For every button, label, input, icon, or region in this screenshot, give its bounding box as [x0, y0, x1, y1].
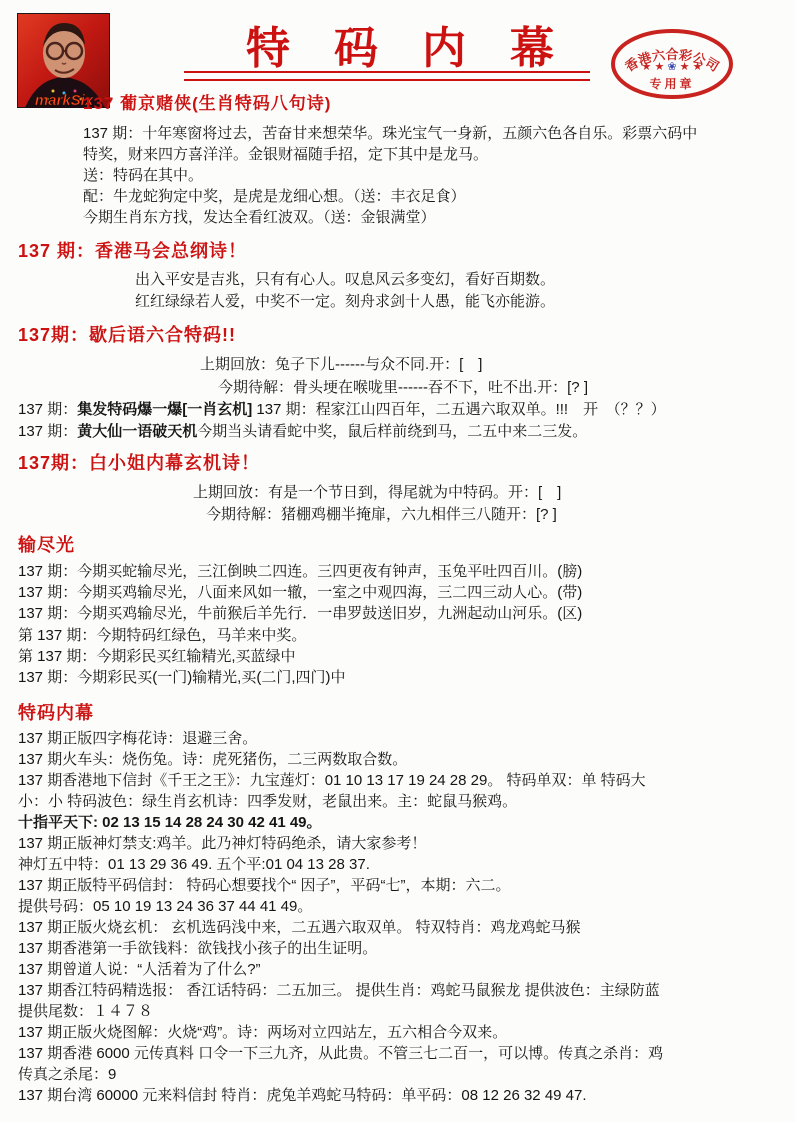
section-body-shujinguang: [18, 561, 582, 688]
pending-line: 今期待解：猪棚鸡棚半掩扉，六九相伴三八随开：[? ]: [206, 506, 557, 523]
stamp-company-text: 香港六合彩公司: [622, 47, 722, 75]
tip-text: 今期当头请看蛇中奖，鼠后样前绕到马，二五中来二三发。: [197, 423, 588, 440]
poem-line: 送：特码在其中。: [83, 167, 204, 184]
tip-line: 137 期：今期买鸡输尽光，八面来风如一辙，一室之中观四海，三二四三动人心。(带): [18, 584, 583, 602]
poem-line: 配：牛龙蛇狗定中奖，是虎是龙细心想。（送：丰衣足食）: [83, 188, 466, 205]
company-stamp: [607, 27, 737, 101]
title-underline: [184, 71, 590, 81]
number-line: 提供号码：05 10 19 13 24 36 37 44 41 49。: [18, 898, 313, 915]
tip-line: 137 期：今期彩民买(一门)输精光,买(二门,四门)中: [18, 669, 346, 687]
tip-line: 137 期正版神灯禁支:鸡羊。此乃神灯特码绝杀，请大家参考！: [18, 835, 427, 852]
number-line: 神灯五中特：01 13 29 36 49. 五个平:01 04 13 28 37.: [18, 856, 370, 873]
section-heading-shujinguang: 输尽光: [18, 535, 75, 555]
tip-line: 137 期台湾 60000 元来料信封 特肖：虎兔羊鸡蛇马特码：单平码：08 12 26 32 49 47.: [18, 1087, 587, 1104]
poem-line: 出入平安是吉兆，只有有心人。叹息风云多变幻，看好百期数。: [135, 271, 556, 288]
poem-line: 137 期：十年寒窗将过去，苦奋甘来想荣华。珠光宝气一身新，五颜六色各自乐。彩票六码中: [83, 125, 698, 142]
tail-numbers-line: 提供尾数：１４７８: [18, 1003, 154, 1020]
number-line: 十指平天下: 02 13 15 14 28 24 30 42 41 49。: [18, 814, 322, 831]
section-heading-temaneimu: 特码内幕: [18, 703, 94, 723]
tip-source-bold: 集发特码爆一爆[一肖玄机]: [77, 401, 253, 418]
tip-line: 137 期香江特码精选报： 香江话特码：二五加三。 提供生肖：鸡蛇马鼠猴龙 提供波色：主绿防蓝: [18, 982, 660, 999]
recap-line: 上期回放：有是一个节日到，得尾就为中特码。开：[ ]: [193, 484, 562, 501]
tip-line: 137 期香港第一手欲钱料：欲钱找小孩子的出生证明。: [18, 940, 378, 957]
poem-line: 今期生肖东方找，发达全看红波双。（送：金银满堂）: [83, 209, 436, 226]
tip-line: 137 期火车头：烧伤兔。诗：虎死猪伤，二三两数取合数。: [18, 751, 408, 768]
issue-prefix: 137 期：: [18, 423, 78, 440]
section-heading-xiehouyu: 137期：歇后语六合特码!!: [18, 325, 237, 345]
stamp-illustration: [607, 27, 737, 101]
stamp-label: 专用章: [649, 77, 695, 91]
tip-line: 137 期正版特平码信封： 特码心想要找个“ 因子”，平码“七”，本期：六二。: [18, 877, 511, 894]
tip-line: 137 期曾道人说：“人活着为了什么?”: [18, 961, 261, 978]
page-title: 特 码 内 幕: [246, 24, 554, 73]
photo-watermark: markSix: [34, 92, 94, 108]
tip-line: 137 期正版火烧图解：火烧“鸡”。诗：两场对立四站左，五六相合今双来。: [18, 1024, 508, 1041]
pending-line: 今期待解：骨头埂在喉咙里------吞不下，吐不出.开：[? ]: [218, 379, 588, 396]
tip-line: 137 期正版四字梅花诗：退避三舍。: [18, 730, 258, 747]
stamp-flower-icon: ❀: [667, 61, 677, 73]
tip-line: 137 期：今期买鸡输尽光，牛前猴后羊先行．一串罗鼓送旧岁，九洲起动山河乐。(区): [18, 605, 583, 623]
tip-line: 传真之杀尾：9: [18, 1066, 117, 1083]
star-icons: ★ ★: [676, 61, 703, 73]
section-heading-zonggang: 137 期：香港马会总纲诗！: [18, 241, 248, 261]
tip-line: 137 期正版火烧玄机： 玄机选码浅中来，二五遇六取双单。 特双特肖：鸡龙鸡蛇马猴: [18, 919, 581, 936]
section-body-zonggang: [135, 269, 555, 313]
tip-line: 小：小 特码波色：绿生肖玄机诗：四季发财，老鼠出来。主：蛇鼠马猴鸡。: [18, 793, 518, 810]
tip-line: 137 期香港地下信封《千王之王》：九宝莲灯：01 10 13 17 19 24 28 29。 特码单双：单 特码大: [18, 772, 646, 789]
tip-text: 137 期：程家江山四百年，二五遇六取双单。!!! 开 （？？）: [252, 401, 666, 418]
issue-prefix: 137 期：: [18, 401, 78, 418]
section-body-pujing: [83, 123, 788, 228]
poem-line: 特奖，财来四方喜洋洋。金银财福随手招，定下其中是龙马。: [83, 146, 489, 163]
tip-line: 137 期：今期买蛇输尽光，三江倒映二四连。三四更夜有钟声，玉兔平吐四百川。(膀): [18, 563, 583, 580]
tip-line-jifa: [18, 398, 666, 419]
section-heading-baixiaojie: 137期：白小姐内幕玄机诗！: [18, 453, 261, 473]
tip-line-huangdaxian: [18, 420, 587, 441]
tip-line: 第 137 期：今期特码红绿色，马羊来中奖。: [18, 626, 307, 644]
tip-line: 137 期香港 6000 元传真料 口令一下三九齐，从此贵。不管三七二百一，可以博。传真之杀肖：鸡: [18, 1045, 664, 1062]
stamp-star-row: [642, 61, 703, 73]
star-icons: ★ ★: [641, 61, 668, 73]
section-heading-pujing: 137 葡京赌侠(生肖特码八句诗): [83, 94, 332, 113]
tip-line: 第 137 期：今期彩民买红输精光,买蓝绿中: [18, 647, 296, 665]
poem-line: 红红绿绿若人爱，中奖不一定。刻舟求剑十人愚，能飞亦能游。: [135, 293, 556, 310]
section-body-temaneimu: [18, 728, 793, 1106]
tip-source-bold: 黄大仙一语破天机: [77, 423, 198, 440]
recap-line: 上期回放：兔子下儿------与众不同.开：[ ]: [200, 356, 483, 373]
